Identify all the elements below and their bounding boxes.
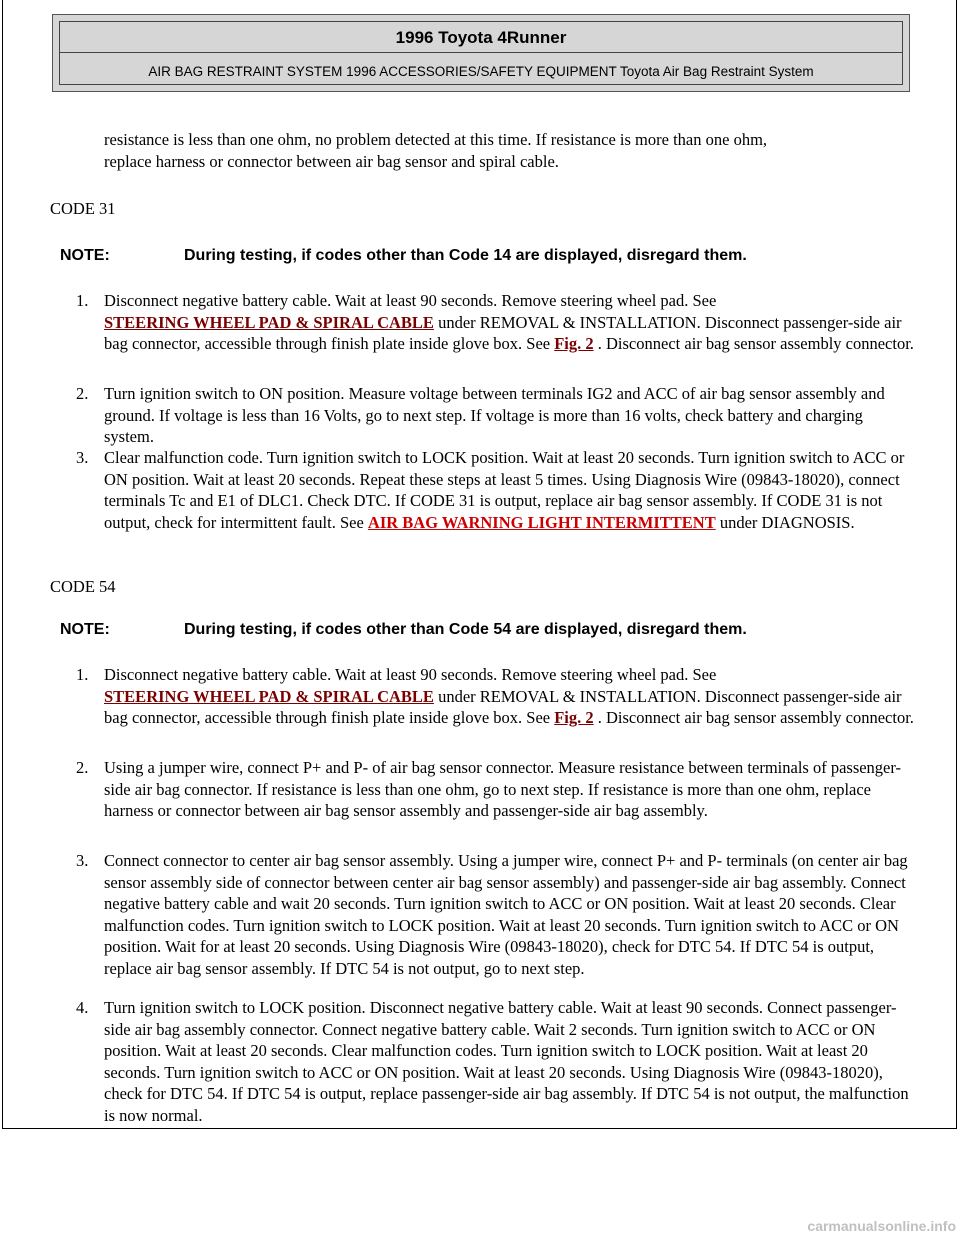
note-label: NOTE: [60,621,110,638]
note-label: NOTE: [60,247,110,264]
step-text: Disconnect negative battery cable. Wait at least 90 seconds. Remove steering wheel pad. See [104,291,717,310]
watermark-text: carmanualsonline.info [807,1218,956,1234]
step-text: Connect connector to center air bag sensor assembly. Using a jumper wire, connect P+ and P- terminals (on center air bag sensor assembly side of connector between center air bag sensor assembly) and passenger-side air bag assembly. Connect negative battery cable and wait 20 seconds. Turn ignition switch to ACC or ON position. Wait at least 20 seconds. Clear malfunction codes. Turn ignition switch to LOCK position. Wait at least 20 seconds. Turn ignition switch to ACC or ON position. Wait for at least 20 seconds. Using Diagnosis Wire (09843-18020), check for DTC 54. If DTC 54 is output, replace air bag sensor assembly. If DTC 54 is not output, go to next step. [104,851,908,978]
code-54-note [60,620,747,640]
code-54-heading: CODE 54 [50,577,116,596]
steering-wheel-pad-link[interactable]: STEERING WHEEL PAD & SPIRAL CABLE [104,686,434,706]
step-text: Clear malfunction code. Turn ignition switch to LOCK position. Wait at least 20 seconds. Turn ignition switch to ACC or ON position. Wait at least 20 seconds. Repeat these steps at least 5 times. Using Diagnosis Wire (09843-18020), connect terminals Tc and E1 of DLC1. Check DTC. If CODE 31 is output, replace air bag sensor assembly. If CODE 31 is not output, check for intermittent fault. See [104,448,905,532]
code-54-step-1 [76,664,914,729]
fig-2-link[interactable]: Fig. 2 [554,708,594,727]
step-number: 4. [76,998,89,1017]
step-text: Turn ignition switch to ON position. Measure voltage between terminals IG2 and ACC of air bag sensor assembly and ground. If voltage is less than 16 Volts, go to next step. If voltage is more than 16 volts, check battery and charging system. [104,384,885,446]
code-31-step-2 [76,383,914,448]
step-number: 2. [76,758,89,777]
steering-wheel-pad-link[interactable]: STEERING WHEEL PAD & SPIRAL CABLE [104,312,434,332]
document-title: 1996 Toyota 4Runner [60,24,902,53]
step-number: 1. [76,291,89,310]
step-text: under DIAGNOSIS. [715,512,855,532]
document-subtitle: AIR BAG RESTRAINT SYSTEM 1996 ACCESSORIES/SAFETY EQUIPMENT Toyota Air Bag Restraint System [148,64,814,79]
intro-line-2: replace harness or connector between air bag sensor and spiral cable. [104,152,559,171]
note-text: During testing, if codes other than Code 14 are displayed, disregard them. [184,247,747,264]
step-text: . Disconnect air bag sensor assembly connector. [593,334,914,353]
header-inner [59,21,903,85]
step-number: 3. [76,448,89,467]
code-54-step-4 [76,997,914,1126]
step-text: under REMOVAL & INSTALLATION. Disconnect passenger-side air bag connector, accessible through finish plate inside glove box. See [104,312,902,353]
step-number: 3. [76,851,89,870]
code-31-heading: CODE 31 [50,199,116,218]
step-number: 1. [76,665,89,684]
code-54-step-2 [76,757,914,822]
step-text: . Disconnect air bag sensor assembly connector. [593,708,914,727]
code-31-step-1 [76,290,914,355]
code-54-step-3 [76,850,914,979]
step-text: Using a jumper wire, connect P+ and P- of air bag sensor connector. Measure resistance between terminals of passenger-side air bag connector. If resistance is less than one ohm, go to next step. If resistance is more than one ohm, replace harness or connector between air bag sensor assembly and passenger-side air bag assembly. [104,758,902,820]
air-bag-warning-light-link[interactable]: AIR BAG WARNING LIGHT INTERMITTENT [367,512,716,532]
code-31-step-3 [76,447,914,533]
step-text: under REMOVAL & INSTALLATION. Disconnect passenger-side air bag connector, accessible through finish plate inside glove box. See [104,686,902,727]
note-text: During testing, if codes other than Code 54 are displayed, disregard them. [184,621,747,638]
step-text: Disconnect negative battery cable. Wait at least 90 seconds. Remove steering wheel pad. See [104,665,717,684]
intro-line-1: resistance is less than one ohm, no problem detected at this time. If resistance is more than one ohm, [104,130,768,149]
step-text: Turn ignition switch to LOCK position. Disconnect negative battery cable. Wait at least 90 seconds. Connect passenger-side air bag assembly connector. Connect negative battery cable. Wait 2 seconds. Turn ignition switch to ACC or ON position. Wait at least 20 seconds. Clear malfunction codes. Turn ignition switch to LOCK position. Wait at least 20 seconds. Turn ignition switch to ACC or ON position. Wait at least 20 seconds. Using Diagnosis Wire (09843-18020), check for DTC 54. If DTC 54 is output, replace passenger-side air bag assembly. If DTC 54 is not output, the malfunction is now normal. [104,998,909,1125]
fig-2-link[interactable]: Fig. 2 [554,334,594,353]
step-number: 2. [76,384,89,403]
page-header [52,14,910,92]
code-31-note [60,246,747,266]
